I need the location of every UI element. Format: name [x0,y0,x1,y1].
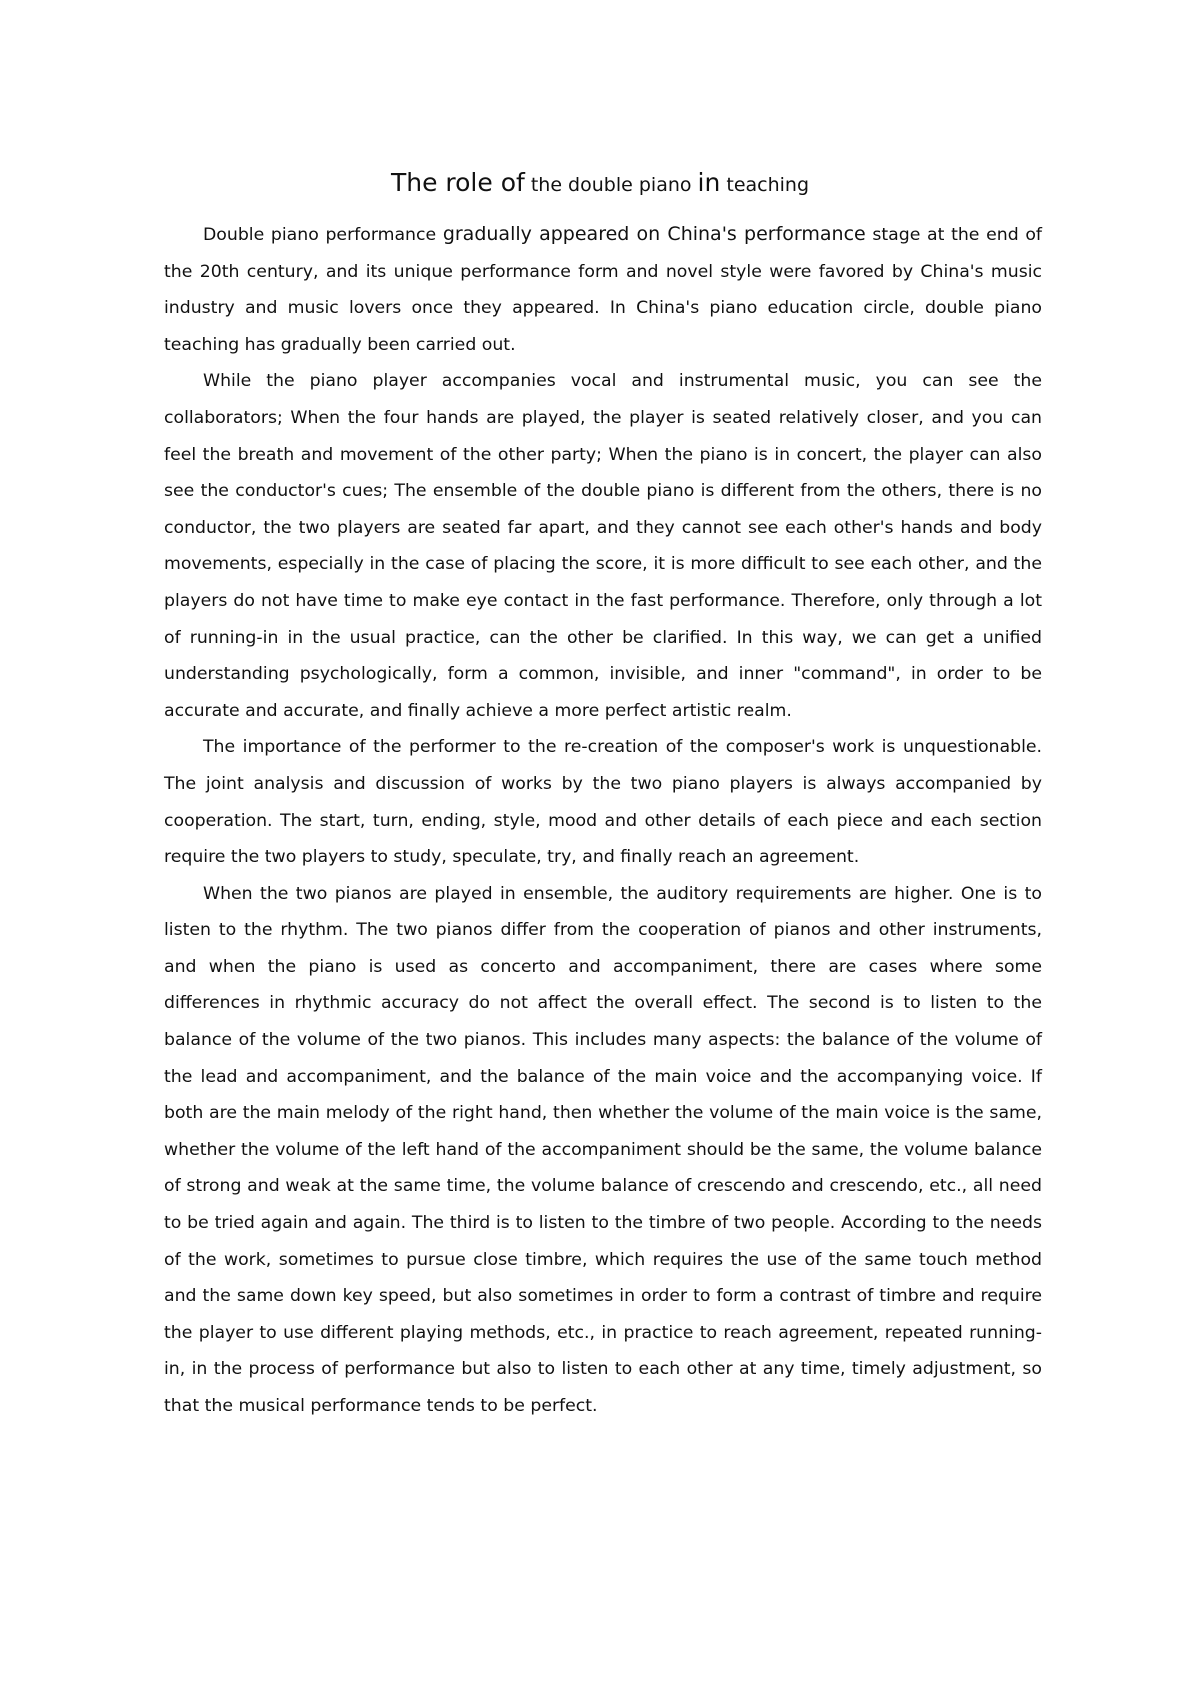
paragraph-3: The importance of the performer to the re-creation of the composer's work is unquestionable. The joint analysis and discussion of works by the two piano players is always accompanied by cooperation. The start, turn, ending, style, mood and other details of each piece and each section require the two players to study, speculate, try, and finally reach an agreement. [164,737,1042,868]
paragraph-2: While the piano player accompanies vocal and instrumental music, you can see the collaborators; When the four hands are played, the player is seated relatively closer, and you can feel the breath and movement of the other party; When the piano is in concert, the player can also see the conductor's cues; The ensemble of the double piano is different from the others, there is no conductor, the two players are seated far apart, and they cannot see each other's hands and body movements, especially in the case of placing the score, it is more difficult to see each other, and the players do not have time to make eye contact in the fast performance. Therefore, only through a lot of running-in in the usual practice, can the other be clarified. In this way, we can get a unified understanding psychologically, form a common, invisible, and inner "command", in order to be accurate and accurate, and finally achieve a more perfect artistic realm. [164,371,1042,721]
paragraph-1-lead-a: Double piano performance [203,225,443,245]
title-part-2: the double piano [524,174,698,196]
paragraph-1-rest: stage at the end of the 20th century, and its unique performance form and novel style were favored by China's music industry and music lovers once they appeared. In China's piano education circle, double piano teaching has gradually been carried out. [164,225,1042,355]
document-title [0,163,1200,202]
paragraph-1-lead-b: gradually appeared on China's performance [442,223,866,245]
title-part-3: in [697,168,721,197]
document-body [164,216,1042,1425]
title-part-4: teaching [720,174,810,196]
title-part-1: The role of [390,168,525,197]
paragraph-1 [164,216,1042,363]
paragraph-4: When the two pianos are played in ensemble, the auditory requirements are higher. One is to listen to the rhythm. The two pianos differ from the cooperation of pianos and other instruments, and when the piano is used as concerto and accompaniment, there are cases where some differences in rhythmic accuracy do not affect the overall effect. The second is to listen to the balance of the volume of the two pianos. This includes many aspects: the balance of the volume of the lead and accompaniment, and the balance of the main voice and the accompanying voice. If both are the main melody of the right hand, then whether the volume of the main voice is the same, whether the volume of the left hand of the accompaniment should be the same, the volume balance of strong and weak at the same time, the volume balance of crescendo and crescendo, etc., all need to be tried again and again. The third is to listen to the timbre of two people. According to the needs of the work, sometimes to pursue close timbre, which requires the use of the same touch method and the same down key speed, but also sometimes in order to form a contrast of timbre and require the player to use different playing methods, etc., in practice to reach agreement, repeated running-in, in the process of performance but also to listen to each other at any time, timely adjustment, so that the musical performance tends to be perfect. [164,883,1042,1416]
